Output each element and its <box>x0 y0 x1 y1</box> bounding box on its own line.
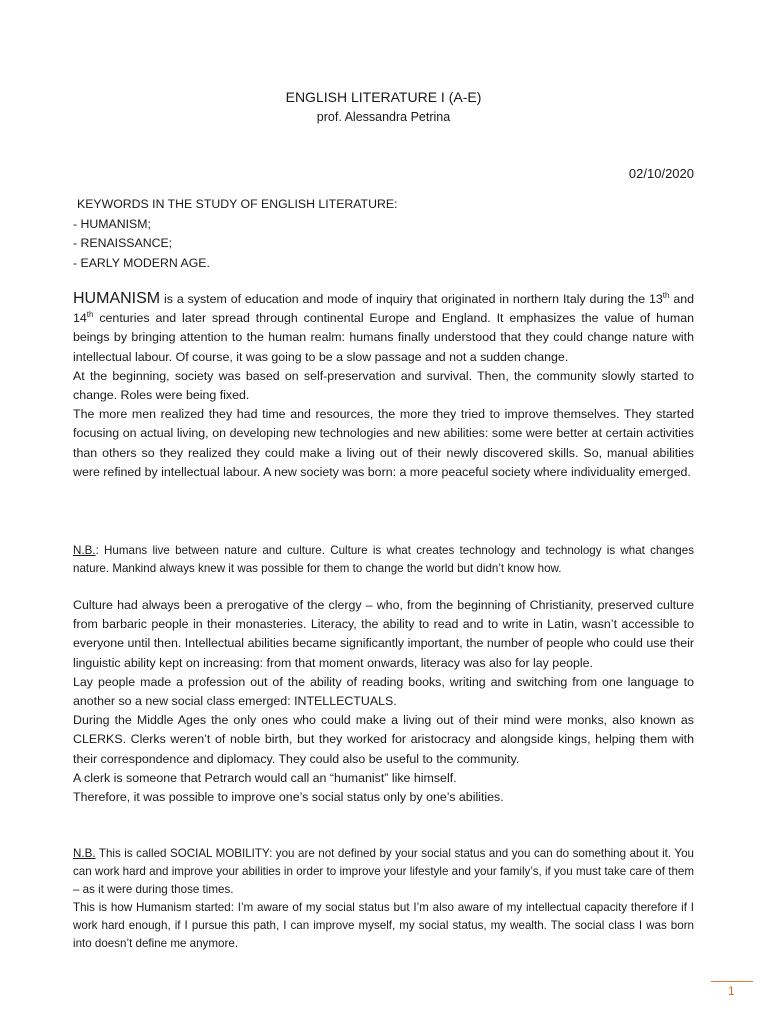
culture-paragraph-2: Lay people made a profession out of the ability of reading books, writing and switching from one language to another so a new social class emerged: INTELLECTUALS. <box>73 674 694 709</box>
humanism-paragraph-1: HUMANISM is a system of education and mode of inquiry that originated in northern Italy during the 13th and 14th centuries and later spread through continental Europe and England. It emphasizes the value of human beings by bringing attention to the human realm: humans finally understood that they could change nature with intellectual labour. Of course, it was going to be a slow passage and not a sudden change. <box>73 290 694 364</box>
nb-note-2 <box>73 845 694 953</box>
humanism-paragraph-3: The more men realized they had time and resources, the more they tried to improve themselves. They started focusing on actual living, on developing new technologies and new abilities: some were better at certain activities than others so they realized they could make a living out of their newly discovered skills. So, manual abilities were refined by intellectual labour. A new society was born: a more peaceful society where individuality emerged. <box>73 407 694 479</box>
keywords-heading: KEYWORDS IN THE STUDY OF ENGLISH LITERATURE: <box>77 197 398 211</box>
keyword-item: - RENAISSANCE; <box>73 236 173 250</box>
nb-text: This is called SOCIAL MOBILITY: you are not defined by your social status and you can do something about it. You can work hard and improve your abilities in order to improve your lifestyle and your family’s, if you must take care of them – as it were during those times. <box>73 847 694 896</box>
nb-label: N.B. <box>73 847 96 860</box>
culture-paragraph-4: A clerk is someone that Petrarch would call an “humanist” like himself. <box>73 770 457 785</box>
document-subtitle: prof. Alessandra Petrina <box>316 110 451 124</box>
document-date: 02/10/2020 <box>628 166 694 181</box>
keywords-section <box>73 195 397 273</box>
humanism-lead-word: HUMANISM <box>73 290 161 307</box>
culture-section <box>73 596 694 807</box>
culture-paragraph-5: Therefore, it was possible to improve one’s social status only by one’s abilities. <box>73 790 504 805</box>
nb-note-2-paragraph-2: This is how Humanism started: I’m aware of my social status but I’m also aware of my intellectual capacity therefore if I work hard enough, if I pursue this path, I can improve myself, my social status, my wealth. The social class I was born into doesn’t define me anymore. <box>73 901 694 950</box>
keyword-item: - HUMANISM; <box>73 216 151 231</box>
page-number: 1 <box>728 984 735 998</box>
nb-label: N.B. <box>73 544 96 557</box>
culture-paragraph-3: During the Middle Ages the only ones who could make a living out of their mind were monks, also known as CLERKS. Clerks weren’t of noble birth, but they worked for aristocracy and alongside kings, helping them with their correspondence and diplomacy. They could also be useful to the community. <box>73 713 694 766</box>
humanism-paragraph-2: At the beginning, society was based on self-preservation and survival. Then, the community slowly started to change. Roles were being fixed. <box>73 368 694 403</box>
nb-text: : Humans live between nature and culture. Culture is what creates technology and technology is what changes nature. Mankind always knew it was possible for them to change the world but didn’t know how. <box>73 544 694 575</box>
document-title: ENGLISH LITERATURE I (A-E) <box>285 89 482 105</box>
keyword-item: - EARLY MODERN AGE. <box>73 255 210 270</box>
footer-divider <box>711 981 753 982</box>
humanism-section <box>73 289 694 482</box>
culture-paragraph-1: Culture had always been a prerogative of the clergy – who, from the beginning of Christianity, preserved culture from barbaric people in their monasteries. Literacy, the ability to read and to write in Latin, wasn’t accessible to everyone until then. Intellectual abilities became significantly important, the number of people who could use their linguistic ability kept on increasing: from that moment onwards, literacy was also for lay people. <box>73 598 694 670</box>
nb-note-1 <box>73 542 694 578</box>
